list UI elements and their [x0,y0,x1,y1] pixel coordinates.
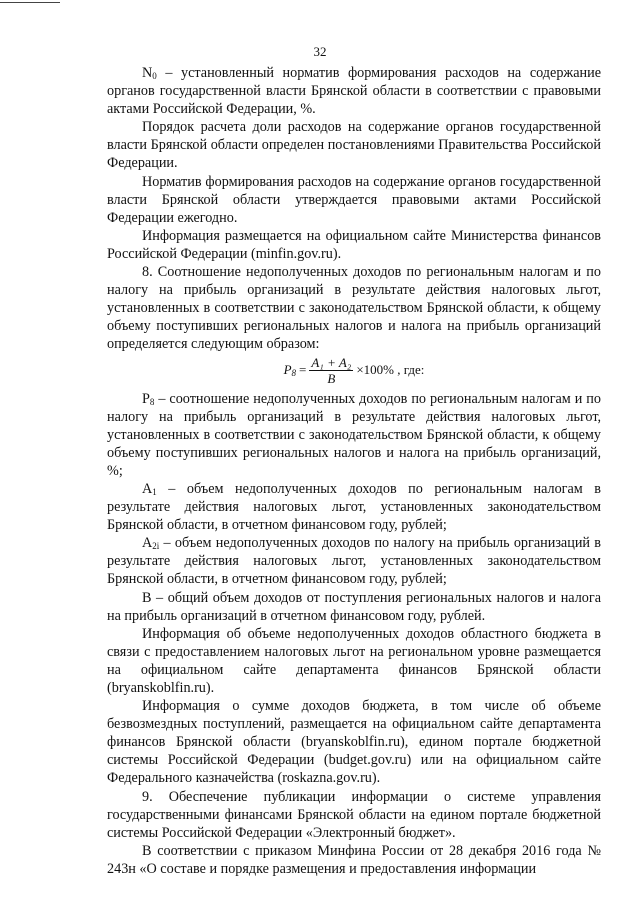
paragraph-order-243n: В соответствии с приказом Минфина России от 28 декабря 2016 года № 243н «О составе и порядке размещения и предоставления информации [107,842,601,877]
paragraph-n0: $N_0$ – установленный норматив формирования расходов на содержание органов государственной власти Брянской области в соответствии с правовыми актами Российской Федерации, %. [107,65,601,118]
paragraph-revenue-info: Информация о сумме доходов бюджета, в том числе об объеме безвозмездных поступлений, размещается на официальном сайте департамента финансов Брянской области (bryanskoblfin.ru), едином портале бюджетной системы Российской Федерации (budget.gov.ru) или на официальном сайте Федерального казначейства (roskazna.gov.ru). [107,698,601,787]
definition-p8: $P_8$ – соотношение недополученных доходов по региональным налогам и по налогу на прибыль организаций в результате действия налоговых льгот, установленных в соответствии с законодательством Брянской области, к общему объему поступивших региональных налогов и налога на прибыль организаций, %; [107,390,601,479]
formula-lhs: $P_8$ [283,361,297,378]
paragraph-item-8: 8. Соотношение недополученных доходов по региональным налогам и по налогу на прибыль организаций в результате действия налоговых льгот, установленных в соответствии с законодательством Брянской области, к общему объему поступивших региональных налогов и налога на прибыль организаций определяется следующим образом: [107,264,601,353]
paragraph-norm: Норматив формирования расходов на содержание органов государственной власти Брянской области утверждается правовыми актами Российской Федерации ежегодно. [107,173,601,226]
formula-denominator: B [327,370,336,386]
paragraph-item-9: 9. Обеспечение публикации информации о системе управления государственными финансами Брянской области на едином портале бюджетной системы Российской Федерации «Электронный бюджет». [107,788,601,841]
definition-a1: $A_1$ – объем недополученных доходов по региональным налогам в результате действия налоговых льгот, установленных законодательством Брянской области, в отчетном финансовом году, рублей; [107,480,601,534]
corner-line [0,2,60,3]
paragraph-lost-revenue-info: Информация об объеме недополученных доходов областного бюджета в связи с предоставлением налоговых льгот на региональном уровне размещается на официальном сайте департамента финансов Брянской области (bryanskoblfin.ru). [107,625,601,696]
formula-equals: = [299,361,307,377]
paragraph-share-order: Порядок расчета доли расходов на содержание органов государственной власти Брянской области определен постановлениями Правительства Российской Федерации. [107,119,601,172]
formula-fraction [309,356,353,385]
formula-numerator: A₁ + A₂ [311,354,352,370]
document-body [107,64,601,878]
definition-b: В – общий объем доходов от поступления региональных налогов и налога на прибыль организаций в отчетном финансовом году, рублей. [107,589,601,624]
definition-a2i: $A_{2i}$ – объем недополученных доходов по налогу на прибыль организаций в результате действия налоговых льгот, установленных законодательством Брянской области, в отчетном финансовом году, рублей; [107,535,601,588]
page-number: 32 [313,44,327,59]
formula-p8 [107,356,601,386]
formula-tail: ×100% , где: [356,361,425,377]
paragraph-minfin-info: Информация размещается на официальном сайте Министерства финансов Российской Федерации (minfin.gov.ru). [107,227,601,262]
